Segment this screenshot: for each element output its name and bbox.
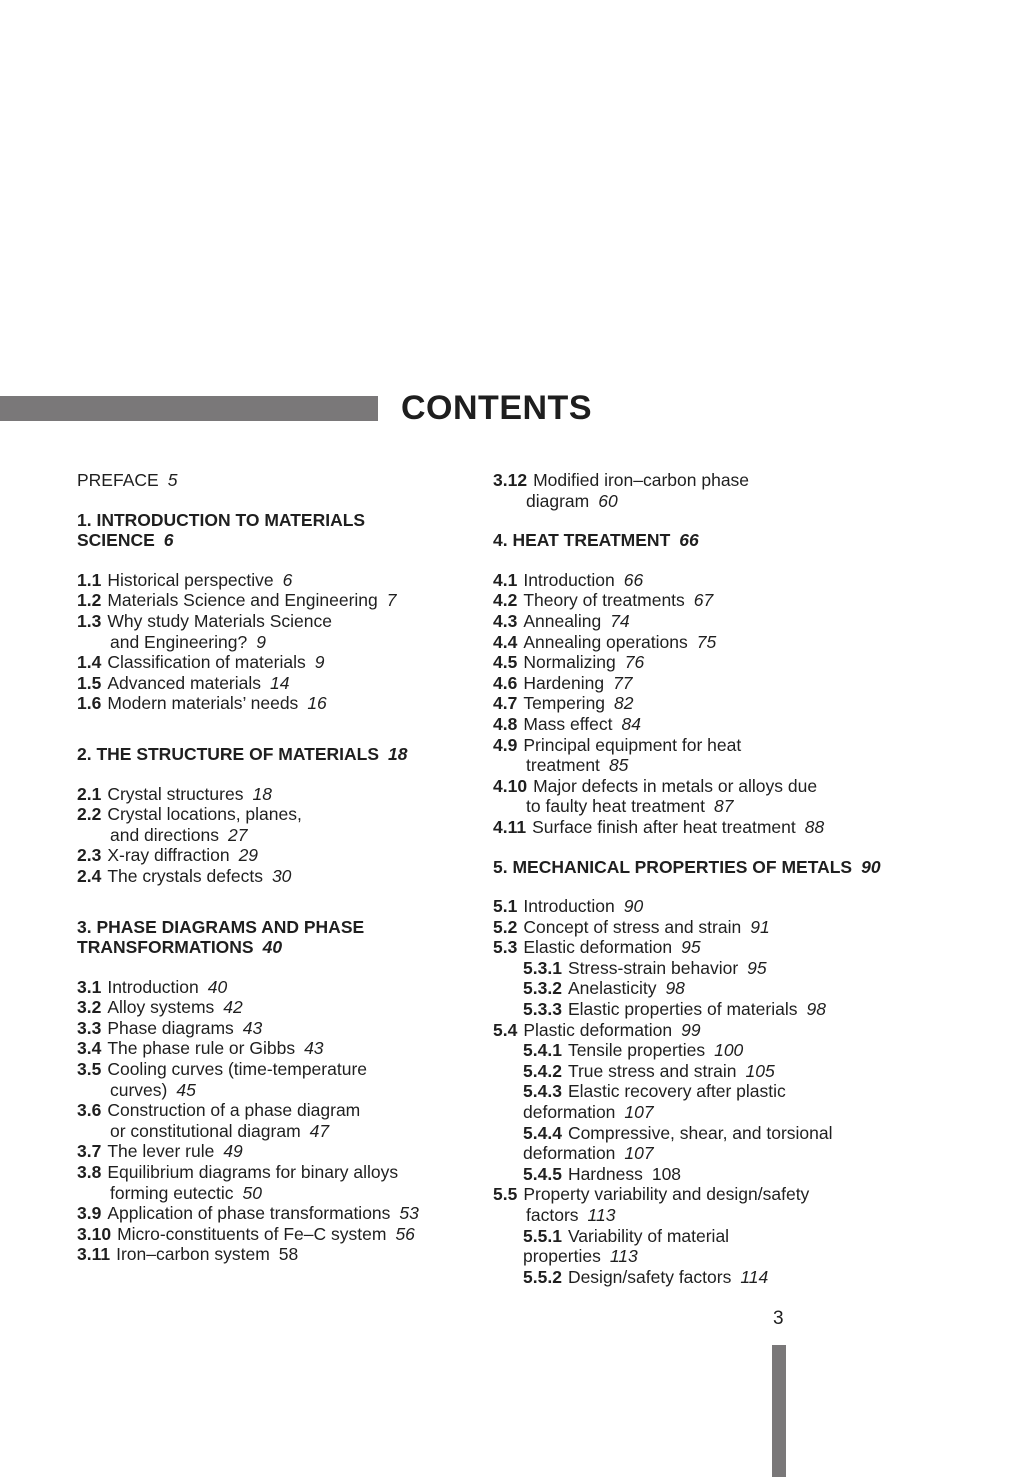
toc-line <box>493 817 913 838</box>
toc-text: Alloy systems <box>107 997 215 1018</box>
toc-number: 1.6 <box>77 693 102 714</box>
toc-line <box>493 1164 913 1185</box>
toc-continuation <box>77 632 477 653</box>
toc-left-column <box>77 470 477 1265</box>
toc-subsection <box>493 1226 913 1267</box>
toc-text: X-ray diffraction <box>107 845 230 866</box>
toc-page-number: 5 <box>167 470 178 490</box>
toc-line <box>77 652 477 673</box>
toc-line <box>77 470 477 491</box>
toc-page-number: 45 <box>176 1079 196 1100</box>
toc-page-number: 87 <box>714 796 734 817</box>
toc-page-number: 107 <box>624 1102 654 1123</box>
toc-text: True stress and strain <box>567 1060 737 1081</box>
toc-line <box>493 1226 913 1247</box>
toc-text: Tempering <box>523 693 606 714</box>
toc-entry <box>493 1020 913 1041</box>
toc-text: Theory of treatments <box>523 590 685 611</box>
toc-number: 4.8 <box>493 713 518 734</box>
toc-continuation <box>77 1183 477 1204</box>
toc-page-number: 82 <box>614 693 634 714</box>
toc-number: 3.6 <box>77 1100 102 1121</box>
toc-text: Materials Science and Engineering <box>107 590 378 611</box>
toc-number: 5.5.1 <box>523 1225 562 1246</box>
toc-number: 5.3.1 <box>523 957 562 978</box>
toc-chapter <box>493 530 913 551</box>
toc-line <box>493 570 913 591</box>
toc-continuation <box>493 1143 913 1164</box>
toc-entry <box>493 652 913 673</box>
toc-page-number: 9 <box>256 631 266 652</box>
toc-page-number: 18 <box>252 783 272 804</box>
toc-page-number: 113 <box>609 1246 638 1267</box>
toc-number: 2.3 <box>77 845 102 866</box>
toc-entry <box>493 937 913 958</box>
toc-text: Principal equipment for heat <box>523 734 742 755</box>
toc-page-number: 77 <box>613 672 633 693</box>
toc-entry <box>77 652 477 673</box>
toc-page-number: 58 <box>278 1244 299 1265</box>
toc-text: Hardening <box>523 672 605 693</box>
toc-number: 4.9 <box>493 734 518 755</box>
toc-line <box>77 611 477 632</box>
toc-page-number: 60 <box>598 490 618 511</box>
toc-line <box>493 1184 913 1205</box>
toc-page-number: 53 <box>399 1203 419 1224</box>
toc-page-number: 6 <box>163 530 174 551</box>
toc-text: Crystal locations, planes, <box>107 804 302 825</box>
toc-number: 4.4 <box>493 631 518 652</box>
toc-line <box>493 673 913 694</box>
toc-number: 4.5 <box>493 652 518 673</box>
toc-number: 5.4.3 <box>523 1081 562 1102</box>
toc-line <box>77 1244 477 1265</box>
toc-entry <box>493 632 913 653</box>
toc-text: to faulty heat treatment <box>526 796 705 817</box>
toc-page-number: 50 <box>242 1182 262 1203</box>
toc-entry <box>77 470 477 491</box>
toc-chapter-line <box>77 510 477 531</box>
toc-line <box>493 693 913 714</box>
toc-page-number: 90 <box>623 896 644 917</box>
toc-entry <box>77 784 477 805</box>
toc-text: Elastic properties of materials <box>567 999 798 1020</box>
toc-page-number: 114 <box>740 1266 769 1287</box>
toc-entry <box>493 735 913 776</box>
toc-entry <box>77 1100 477 1141</box>
toc-number: 4.1 <box>493 569 518 590</box>
toc-entry <box>493 917 913 938</box>
toc-entry <box>493 570 913 591</box>
toc-page-number: 14 <box>270 672 290 693</box>
toc-subsection <box>493 978 913 999</box>
toc-line <box>493 1123 913 1144</box>
toc-chapter-line <box>77 917 477 938</box>
toc-number: 5.3.2 <box>523 978 562 999</box>
toc-number: 1.2 <box>77 590 102 611</box>
toc-line <box>77 1162 477 1183</box>
toc-line <box>493 776 913 797</box>
title-bar <box>0 396 378 421</box>
toc-text: Cooling curves (time-temperature <box>107 1059 368 1080</box>
toc-text: Micro-constituents of Fe–C system <box>117 1223 387 1244</box>
toc-text: factors <box>526 1205 579 1225</box>
toc-entry <box>77 1059 477 1100</box>
toc-entry <box>77 1244 477 1265</box>
toc-entry <box>77 1203 477 1224</box>
toc-text: Tensile properties <box>567 1040 706 1061</box>
toc-page-number: 95 <box>747 957 767 978</box>
toc-number: 4.3 <box>493 610 518 631</box>
toc-number: 3.7 <box>77 1141 102 1162</box>
toc-entry <box>77 1162 477 1203</box>
toc-line <box>493 714 913 735</box>
page-title: CONTENTS <box>401 389 592 427</box>
toc-line <box>77 1018 477 1039</box>
toc-page-number: 91 <box>750 916 770 937</box>
toc-line <box>77 866 477 887</box>
toc-page-number: 40 <box>262 937 283 958</box>
toc-entry <box>493 673 913 694</box>
toc-page-number: 56 <box>395 1223 415 1244</box>
toc-page-number: 75 <box>696 631 717 652</box>
toc-page-number: 67 <box>693 590 714 611</box>
toc-continuation <box>77 1080 477 1101</box>
toc-line <box>77 1038 477 1059</box>
toc-chapter-line <box>493 857 913 878</box>
toc-entry <box>493 470 913 511</box>
toc-line <box>493 999 913 1020</box>
toc-text: Construction of a phase diagram <box>107 1100 361 1121</box>
toc-number: 5.2 <box>493 916 518 937</box>
toc-entry <box>493 693 913 714</box>
toc-page-number: 99 <box>681 1019 701 1040</box>
toc-entry <box>77 1224 477 1245</box>
toc-text: Introduction <box>523 896 615 917</box>
toc-right-column <box>493 470 913 1287</box>
toc-text: Surface finish after heat treatment <box>532 816 796 837</box>
toc-entry <box>77 977 477 998</box>
toc-number: 1.5 <box>77 672 102 693</box>
toc-page-number: 40 <box>207 976 228 997</box>
toc-line <box>77 673 477 694</box>
toc-text: Crystal structures <box>107 783 244 804</box>
toc-text: The lever rule <box>107 1141 215 1162</box>
toc-line <box>493 632 913 653</box>
toc-text: properties <box>523 1246 601 1267</box>
toc-number: 1.4 <box>77 652 102 673</box>
toc-number: 3.5 <box>77 1059 102 1080</box>
toc-line <box>493 735 913 756</box>
toc-line <box>77 845 477 866</box>
toc-number: 3.8 <box>77 1162 102 1183</box>
toc-line <box>493 937 913 958</box>
toc-chapter-title: 2. THE STRUCTURE OF MATERIALS <box>77 743 380 764</box>
toc-text: PREFACE <box>77 470 159 490</box>
toc-text: Phase diagrams <box>107 1017 234 1038</box>
toc-subsection <box>493 958 913 979</box>
toc-text: Modern materials’ needs <box>107 693 299 714</box>
toc-continuation <box>493 491 913 512</box>
toc-text: Introduction <box>523 569 615 590</box>
toc-page-number: 16 <box>307 693 327 714</box>
toc-page-number: 74 <box>610 610 630 631</box>
toc-number: 4.11 <box>493 816 527 837</box>
toc-line <box>493 1020 913 1041</box>
toc-entry <box>493 817 913 838</box>
toc-line <box>493 896 913 917</box>
toc-line <box>77 1059 477 1080</box>
toc-page-number: 47 <box>309 1120 330 1141</box>
toc-entry <box>77 845 477 866</box>
toc-text: Hardness <box>567 1163 643 1184</box>
toc-entry <box>493 776 913 817</box>
toc-text: Equilibrium diagrams for binary alloys <box>107 1162 399 1183</box>
toc-number: 3.11 <box>77 1244 111 1265</box>
toc-line <box>77 590 477 611</box>
toc-continuation <box>493 796 913 817</box>
toc-subsection <box>493 1164 913 1185</box>
toc-chapter-title: 5. MECHANICAL PROPERTIES OF METALS <box>493 856 853 877</box>
toc-text: Normalizing <box>523 652 616 673</box>
toc-line <box>493 978 913 999</box>
toc-text: Classification of materials <box>107 652 306 673</box>
toc-entry <box>493 714 913 735</box>
toc-entry <box>77 693 477 714</box>
toc-text: Annealing operations <box>523 631 688 652</box>
toc-number: 5.3 <box>493 937 518 958</box>
toc-number: 3.10 <box>77 1223 112 1244</box>
toc-number: 4.7 <box>493 693 518 714</box>
toc-text: deformation <box>523 1143 616 1164</box>
toc-page-number: 18 <box>388 743 408 764</box>
toc-entry <box>493 896 913 917</box>
toc-continuation <box>77 825 477 846</box>
toc-text: Stress-strain behavior <box>567 957 739 978</box>
toc-number: 3.2 <box>77 997 102 1018</box>
toc-page-number: 29 <box>238 845 259 866</box>
toc-continuation <box>493 1102 913 1123</box>
toc-page-number: 98 <box>665 978 685 999</box>
toc-entry <box>493 611 913 632</box>
toc-entry <box>493 590 913 611</box>
toc-page-number: 66 <box>679 530 699 551</box>
toc-text: Design/safety factors <box>567 1266 732 1287</box>
toc-page-number: 7 <box>386 590 397 611</box>
toc-chapter-title: 3. PHASE DIAGRAMS AND PHASE <box>77 916 365 937</box>
toc-text: Elastic deformation <box>523 937 673 958</box>
toc-page-number: 43 <box>304 1038 324 1059</box>
toc-text: Modified iron–carbon phase <box>533 470 750 490</box>
toc-entry <box>77 804 477 845</box>
toc-page-number: 27 <box>227 824 248 845</box>
toc-page-number: 30 <box>271 865 292 886</box>
toc-number: 5.1 <box>493 896 518 917</box>
toc-text: curves) <box>110 1079 168 1100</box>
toc-entry <box>77 866 477 887</box>
toc-page-number: 90 <box>861 856 881 877</box>
toc-text: Historical perspective <box>107 569 274 590</box>
toc-text: and Engineering? <box>110 631 248 652</box>
toc-line <box>77 1100 477 1121</box>
toc-number: 1.3 <box>77 610 102 631</box>
toc-text: forming eutectic <box>110 1182 234 1203</box>
toc-entry <box>77 673 477 694</box>
toc-page-number: 95 <box>681 937 701 958</box>
toc-entry <box>77 611 477 652</box>
toc-number: 5.4 <box>493 1019 518 1040</box>
toc-text: or constitutional diagram <box>110 1120 301 1141</box>
toc-text: deformation <box>523 1102 616 1123</box>
toc-line <box>77 570 477 591</box>
toc-chapter-line <box>77 744 477 765</box>
toc-entry <box>77 590 477 611</box>
toc-entry <box>493 1184 913 1225</box>
toc-line <box>77 784 477 805</box>
toc-subsection <box>493 999 913 1020</box>
toc-entry <box>77 1038 477 1059</box>
toc-entry <box>77 1141 477 1162</box>
toc-line <box>77 1203 477 1224</box>
toc-page-number: 6 <box>282 569 293 590</box>
toc-number: 4.6 <box>493 672 518 693</box>
toc-text: Major defects in metals or alloys due <box>533 775 818 796</box>
toc-chapter <box>77 917 477 958</box>
toc-page-number: 9 <box>314 652 325 673</box>
toc-line <box>493 652 913 673</box>
toc-page-number: 113 <box>587 1205 616 1225</box>
toc-number: 5.4.5 <box>523 1163 562 1184</box>
toc-continuation <box>493 755 913 776</box>
toc-number: 2.4 <box>77 865 102 886</box>
toc-line <box>77 997 477 1018</box>
toc-text: The crystals defects <box>107 865 263 886</box>
toc-text: The phase rule or Gibbs <box>107 1038 296 1059</box>
toc-line <box>493 1061 913 1082</box>
toc-number: 5.3.3 <box>523 999 562 1020</box>
toc-chapter-line <box>77 937 477 958</box>
toc-text: Why study Materials Science <box>107 610 332 631</box>
toc-continuation <box>493 1205 913 1226</box>
toc-page-number: 88 <box>804 816 825 837</box>
toc-text: Mass effect <box>523 713 613 734</box>
toc-number: 4.10 <box>493 775 528 796</box>
toc-text: Elastic recovery after plastic <box>567 1081 786 1102</box>
toc-continuation <box>77 1121 477 1142</box>
toc-line <box>77 804 477 825</box>
toc-page-number: 105 <box>745 1060 775 1081</box>
toc-page-number: 76 <box>624 652 645 673</box>
toc-continuation <box>493 1246 913 1267</box>
toc-text: Anelasticity <box>567 978 657 999</box>
toc-text: Iron–carbon system <box>116 1244 270 1265</box>
toc-line <box>493 917 913 938</box>
toc-text: Property variability and design/safety <box>523 1184 810 1205</box>
toc-chapter-title: 4. HEAT TREATMENT <box>493 530 671 551</box>
page-number: 3 <box>773 1308 784 1329</box>
toc-subsection <box>493 1123 913 1164</box>
toc-entry <box>77 1018 477 1039</box>
toc-number: 3.9 <box>77 1203 102 1224</box>
toc-subsection <box>493 1081 913 1122</box>
toc-line <box>493 611 913 632</box>
toc-line <box>493 470 913 491</box>
toc-number: 5.5 <box>493 1184 518 1205</box>
toc-number: 2.1 <box>77 783 102 804</box>
toc-number: 3.12 <box>493 470 528 490</box>
toc-text: Introduction <box>107 976 199 997</box>
toc-page-number: 107 <box>624 1143 654 1164</box>
toc-chapter-line <box>77 530 477 551</box>
toc-number: 5.5.2 <box>523 1266 562 1287</box>
toc-page-number: 42 <box>223 997 243 1018</box>
toc-line <box>493 958 913 979</box>
toc-chapter-line <box>493 530 913 551</box>
toc-page-number: 49 <box>223 1141 243 1162</box>
toc-text: diagram <box>526 490 590 511</box>
toc-text: Concept of stress and strain <box>523 916 742 937</box>
toc-number: 4.2 <box>493 590 518 611</box>
toc-text: Variability of material <box>567 1225 730 1246</box>
toc-text: Advanced materials <box>107 672 262 693</box>
toc-line <box>493 590 913 611</box>
toc-chapter <box>493 857 913 878</box>
toc-chapter <box>77 510 477 551</box>
toc-page-number: 85 <box>608 755 629 776</box>
toc-line <box>493 1267 913 1288</box>
toc-chapter <box>77 744 477 765</box>
toc-number: 3.4 <box>77 1038 102 1059</box>
toc-number: 5.4.4 <box>523 1122 562 1143</box>
toc-number: 1.1 <box>77 569 102 590</box>
toc-number: 2.2 <box>77 804 102 825</box>
side-bar <box>772 1345 786 1477</box>
toc-entry <box>77 997 477 1018</box>
toc-subsection <box>493 1040 913 1061</box>
toc-text: and directions <box>110 824 219 845</box>
toc-line <box>77 693 477 714</box>
toc-number: 3.3 <box>77 1017 102 1038</box>
toc-line <box>77 1141 477 1162</box>
toc-chapter-title: SCIENCE <box>77 530 155 551</box>
toc-text: Plastic deformation <box>523 1019 673 1040</box>
toc-entry <box>77 570 477 591</box>
toc-page-number: 66 <box>623 569 644 590</box>
toc-chapter-title: 1. INTRODUCTION TO MATERIALS <box>77 509 366 530</box>
toc-line <box>493 1040 913 1061</box>
toc-line <box>77 1224 477 1245</box>
toc-text: Application of phase transformations <box>107 1203 391 1224</box>
toc-page-number: 43 <box>242 1017 263 1038</box>
toc-text: Annealing <box>523 610 602 631</box>
toc-text: Compressive, shear, and torsional <box>567 1122 833 1143</box>
toc-number: 5.4.1 <box>523 1040 562 1061</box>
toc-number: 3.1 <box>77 976 102 997</box>
toc-text: treatment <box>526 755 600 776</box>
toc-line <box>493 1081 913 1102</box>
toc-subsection <box>493 1267 913 1288</box>
toc-line <box>77 977 477 998</box>
toc-page-number: 98 <box>806 999 826 1020</box>
toc-page-number: 108 <box>651 1163 682 1184</box>
toc-number: 5.4.2 <box>523 1060 562 1081</box>
toc-page-number: 84 <box>621 713 641 734</box>
toc-subsection <box>493 1061 913 1082</box>
toc-page-number: 100 <box>714 1040 744 1061</box>
toc-chapter-title: TRANSFORMATIONS <box>77 937 254 958</box>
